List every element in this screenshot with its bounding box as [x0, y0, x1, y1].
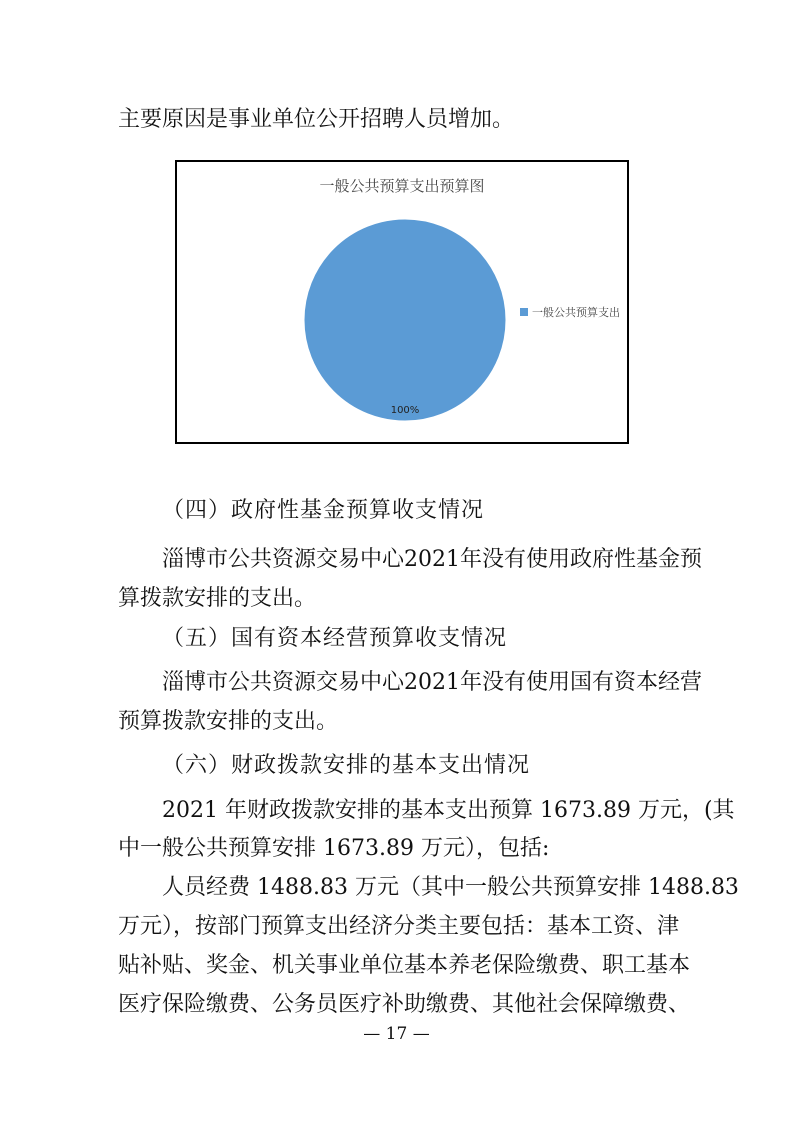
- section6-p2-line3: 贴补贴、奖金、机关事业单位基本养老保险缴费、职工基本: [118, 953, 691, 978]
- paragraph-continuation: 主要原因是事业单位公开招聘人员增加。: [118, 107, 515, 132]
- pie-chart-svg: [177, 162, 627, 442]
- section5-body-line2: 预算拨款安排的支出。: [118, 709, 339, 734]
- section6-p2-line1: 人员经费 1488.83 万元（其中一般公共预算安排 1488.83: [162, 875, 739, 900]
- pie-data-label: 100%: [390, 405, 420, 416]
- section-heading-4: （四）政府性基金预算收支情况: [162, 498, 485, 523]
- legend-swatch: [520, 308, 528, 316]
- chart-title: 一般公共预算支出预算图: [319, 177, 485, 195]
- legend-label: 一般公共预算支出: [532, 306, 620, 319]
- section6-p1-line2: 中一般公共预算安排 1673.89 万元），包括:: [118, 836, 550, 861]
- section-heading-5: （五）国有资本经营预算收支情况: [162, 626, 508, 651]
- section6-p2-line4: 医疗保险缴费、公务员医疗补助缴费、其他社会保障缴费、: [118, 992, 691, 1017]
- section6-p2-line2: 万元），按部门预算支出经济分类主要包括：基本工资、津: [118, 914, 680, 939]
- pie-chart: [175, 160, 629, 444]
- pie-slice: [304, 219, 506, 421]
- chart-legend: [520, 304, 620, 320]
- section4-body-line1: 淄博市公共资源交易中心2021年没有使用政府性基金预: [162, 547, 702, 572]
- section5-body-line1: 淄博市公共资源交易中心2021年没有使用国有资本经营: [162, 670, 702, 695]
- section6-p1-line1: 2021 年财政拨款安排的基本支出预算 1673.89 万元，(其: [162, 798, 735, 823]
- page-number: — 17 —: [363, 1024, 430, 1044]
- section4-body-line2: 算拨款安排的支出。: [118, 586, 317, 611]
- section-heading-6: （六）财政拨款安排的基本支出情况: [162, 753, 531, 778]
